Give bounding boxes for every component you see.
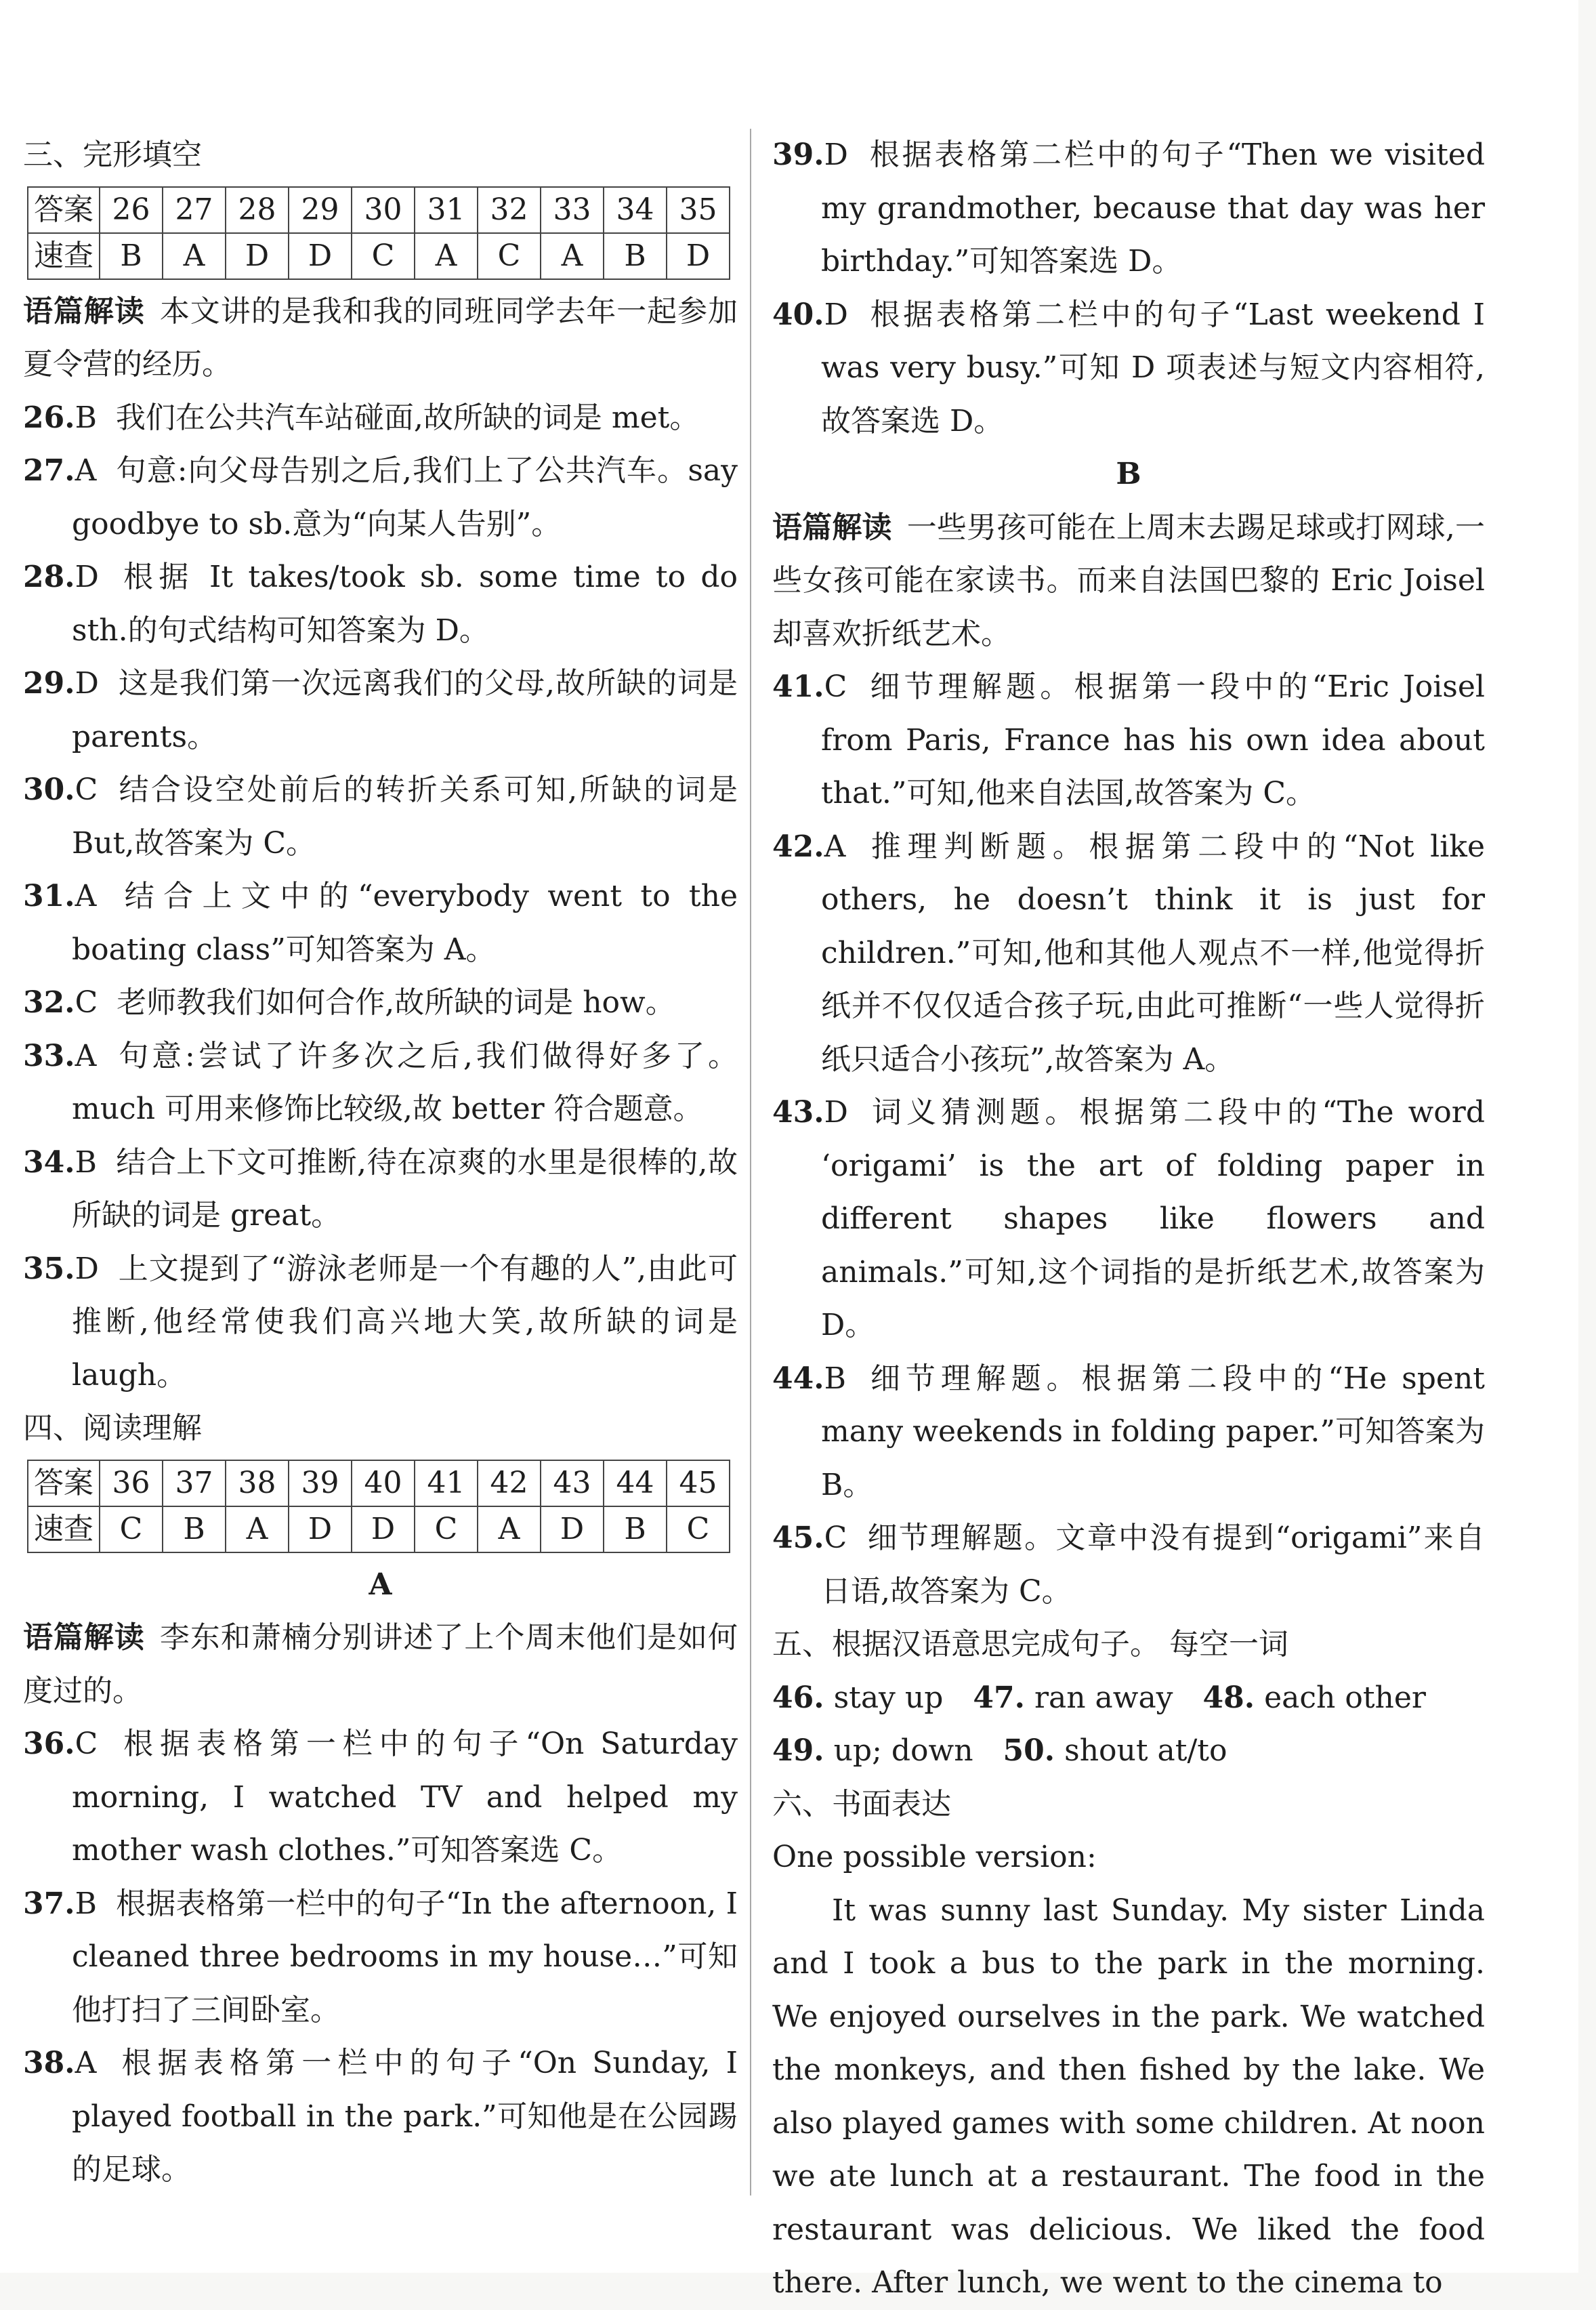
table-cell: B [604,1506,667,1552]
table-cell: 29 [289,187,352,233]
item-answer: C [824,1521,847,1555]
item-number: 39. [772,138,824,172]
item-number: 38. [23,2046,75,2080]
table-cell: 31 [415,187,478,233]
fill-answer: shout at/to [1064,1733,1227,1768]
item-explanation: 细节理解题。根据第二段中的“He spent many weekends in folding paper.”可知答案为 B。 [821,1361,1485,1502]
item-number: 30. [23,772,75,807]
item-number: 49. [772,1733,824,1768]
fill-answers [772,1672,1485,1778]
item-number: 31. [23,879,75,913]
table-cell: D [352,1506,415,1552]
item-number: 42. [772,829,824,864]
item-number: 34. [23,1144,75,1180]
table-cell: 30 [352,187,415,233]
item-answer: A [75,453,97,488]
item-answer: D [75,560,99,594]
fill-answer: each other [1264,1680,1426,1715]
summary-text: 一些男孩可能在上周末去踢足球或打网球,一些女孩可能在家读书。而来自法国巴黎的 Eric Joisel 却喜欢折纸艺术。 [772,510,1485,651]
answer-item-33 [23,1030,738,1136]
answer-item-29 [23,657,738,764]
item-answer: D [824,138,848,172]
item-answer: A [75,2046,97,2080]
part-a-label: A [369,1567,392,1602]
item-explanation: 根据表格第一栏中的句子“In the afternoon, I cleaned three bedrooms in my house…”可知他打扫了三间卧室。 [72,1886,738,2027]
table-cell: 27 [163,187,226,233]
item-explanation: 老师教我们如何合作,故所缺的词是 how。 [117,985,675,1020]
table-cell: D [289,233,352,279]
item-answer: C [824,669,847,704]
item-answer: D [75,1251,99,1286]
table-cell: B [163,1506,226,1552]
item-number: 43. [772,1095,824,1130]
answer-item-34 [23,1136,738,1243]
item-number: 48. [1202,1680,1255,1715]
section4-title: 四、阅读理解 [23,1411,202,1445]
item-number: 29. [23,666,75,701]
item-explanation: 细节理解题。文章中没有提到“origami”来自日语,故答案为 C。 [821,1521,1485,1609]
table-cell: B [100,233,163,279]
table-cell: A [415,233,478,279]
right-column [772,129,1485,2310]
answer-item-41 [772,661,1485,821]
item-answer: C [75,772,98,807]
section5-title: 五、根据汉语意思完成句子。 每空一词 [772,1627,1288,1662]
table-cell: 33 [541,187,604,233]
table-cell: 37 [163,1460,226,1506]
fill-answer: stay up [833,1680,944,1715]
table-row [28,233,730,279]
table-cell: D [226,233,289,279]
item-explanation: 细节理解题。根据第一段中的“Eric Joisel from Paris, France has his own idea about that.”可知,他来自法国,故答案为 C。 [821,669,1485,810]
item-answer: D [824,1095,848,1130]
answer-item-30 [23,764,738,870]
table-cell: A [226,1506,289,1552]
item-explanation: 推理判断题。根据第二段中的“Not like others, he doesn’t think it is just for children.”可知,他和其他人观点不一样,他觉得折纸并不仅仅适合孩子玩,由此可推断“一些人觉得折纸只适合小孩玩”,故答案为 A。 [821,829,1485,1077]
essay-intro: One possible version: [772,1840,1097,1874]
item-number: 50. [1003,1733,1055,1768]
item-explanation: 根据表格第二栏中的句子“Then we visited my grandmother, because that day was her birthday.”可知答案选 D。 [821,138,1485,279]
table-cell: C [352,233,415,279]
item-explanation: 这是我们第一次远离我们的父母,故所缺的词是 parents。 [72,666,738,754]
fill-answer: up; down [833,1733,973,1768]
table-cell: 40 [352,1460,415,1506]
table-header: 速查 [28,1506,100,1552]
item-explanation: 句意:尝试了许多次之后,我们做得好多了。much 可用来修饰比较级,故 better 符合题意。 [72,1038,738,1126]
table-cell: D [667,233,730,279]
item-number: 41. [772,669,824,704]
reading-answer-table [27,1460,730,1553]
summary-tag: 语篇解读 [23,293,145,329]
answer-item-27 [23,445,738,551]
table-header: 速查 [28,233,100,279]
item-answer: A [824,829,846,864]
answer-item-45 [772,1512,1485,1618]
answer-item-40 [772,289,1485,449]
section3-title: 三、完形填空 [23,138,202,172]
table-cell: A [163,233,226,279]
column-divider [750,129,751,2195]
item-explanation: 结合设空处前后的转折关系可知,所缺的词是 But,故答案为 C。 [72,772,738,861]
item-number: 44. [772,1361,824,1396]
table-row [28,187,730,233]
answer-item-38 [23,2037,738,2197]
table-cell: C [478,233,541,279]
answer-item-32 [23,976,738,1030]
table-cell: A [541,233,604,279]
part-b-summary [772,501,1485,661]
item-number: 35. [23,1251,75,1286]
table-cell: 36 [100,1460,163,1506]
cloze-answer-table [27,186,730,280]
table-cell: 32 [478,187,541,233]
item-answer: C [75,985,98,1020]
summary-tag: 语篇解读 [772,510,892,545]
item-number: 40. [772,297,824,332]
item-number: 45. [772,1521,824,1555]
item-explanation: 根据表格第二栏中的句子“Last weekend I was very busy.”可知 D 项表述与短文内容相符,故答案选 D。 [821,297,1485,438]
answer-item-42 [772,821,1485,1087]
answer-item-36 [23,1718,738,1878]
answer-item-35 [23,1243,738,1403]
table-cell: D [541,1506,604,1552]
table-cell: 28 [226,187,289,233]
item-explanation: 句意:向父母告别之后,我们上了公共汽车。say goodbye to sb.意为“向某人告别”。 [72,453,738,541]
item-number: 36. [23,1727,75,1761]
item-explanation: 词义猜测题。根据第二段中的“The word ‘origami’ is the art of folding paper in different shapes like flowers and animals.”可知,这个词指的是折纸艺术,故答案为 D。 [821,1095,1485,1342]
table-cell: A [478,1506,541,1552]
fill-answer: ran away [1034,1680,1173,1715]
answer-item-26 [23,392,738,445]
table-header: 答案 [28,187,100,233]
table-row [28,1460,730,1506]
item-number: 37. [23,1886,75,1921]
cloze-summary [23,285,738,392]
table-cell: 44 [604,1460,667,1506]
table-row [28,1506,730,1552]
part-a-summary [23,1611,738,1718]
answer-item-37 [23,1878,738,2038]
item-answer: D [824,297,848,332]
answer-item-39 [772,129,1485,289]
part-b-label: B [1116,457,1141,491]
answer-item-43 [772,1086,1485,1353]
table-cell: 38 [226,1460,289,1506]
answer-item-44 [772,1353,1485,1512]
item-number: 47. [973,1680,1025,1715]
item-explanation: 上文提到了“游泳老师是一个有趣的人”,由此可推断,他经常使我们高兴地大笑,故所缺的词是 laugh。 [72,1251,738,1393]
item-number: 46. [772,1680,824,1715]
table-cell: D [289,1506,352,1552]
item-answer: C [75,1727,98,1761]
answer-item-28 [23,551,738,657]
item-number: 32. [23,985,75,1020]
item-answer: B [75,400,97,435]
item-answer: A [75,879,97,913]
item-answer: A [75,1038,97,1073]
summary-text: 李东和萧楠分别讲述了上个周末他们是如何度过的。 [23,1620,738,1708]
item-number: 33. [23,1038,75,1073]
item-answer: B [824,1361,846,1396]
table-cell: 39 [289,1460,352,1506]
table-cell: C [100,1506,163,1552]
item-answer: B [75,1886,97,1921]
essay-text: It was sunny last Sunday. My sister Linda and I took a bus to the park in the morning. We enjoyed ourselves in the park. We watched the monkeys, and then fished by the lake. We also played games with some children. At noon we ate lunch at a restaurant. The food in the restaurant was delicious. We liked the food there. After lunch, we went to the cinema to [772,1893,1485,2300]
item-number: 28. [23,560,75,594]
item-explanation: 根据表格第一栏中的句子“On Saturday morning, I watched TV and helped my mother wash clothes.”可知答案选 C。 [72,1727,738,1868]
table-header: 答案 [28,1460,100,1506]
item-explanation: 结合上文中的“everybody went to the boating class”可知答案为 A。 [72,879,738,967]
item-number: 27. [23,453,75,488]
item-explanation: 根据表格第一栏中的句子“On Sunday, I played football in the park.”可知他是在公园踢的足球。 [72,2046,738,2187]
section6-title: 六、书面表达 [772,1786,951,1821]
item-answer: B [75,1144,97,1180]
summary-text: 本文讲的是我和我的同班同学去年一起参加夏令营的经历。 [23,293,738,381]
left-column [23,129,738,2197]
table-cell: 35 [667,187,730,233]
table-cell: 41 [415,1460,478,1506]
item-explanation: 根据 It takes/took sb. some time to do sth.的句式结构可知答案为 D。 [72,560,738,648]
item-explanation: 我们在公共汽车站碰面,故所缺的词是 met。 [115,400,700,435]
table-cell: C [415,1506,478,1552]
item-answer: D [75,666,99,701]
item-number: 26. [23,400,75,435]
table-cell: C [667,1506,730,1552]
table-cell: 34 [604,187,667,233]
table-cell: 45 [667,1460,730,1506]
item-explanation: 结合上下文可推断,待在凉爽的水里是很棒的,故所缺的词是 great。 [72,1144,738,1233]
answer-item-31 [23,870,738,976]
table-cell: 43 [541,1460,604,1506]
table-cell: 26 [100,187,163,233]
table-cell: B [604,233,667,279]
summary-tag: 语篇解读 [23,1620,145,1655]
table-cell: 42 [478,1460,541,1506]
